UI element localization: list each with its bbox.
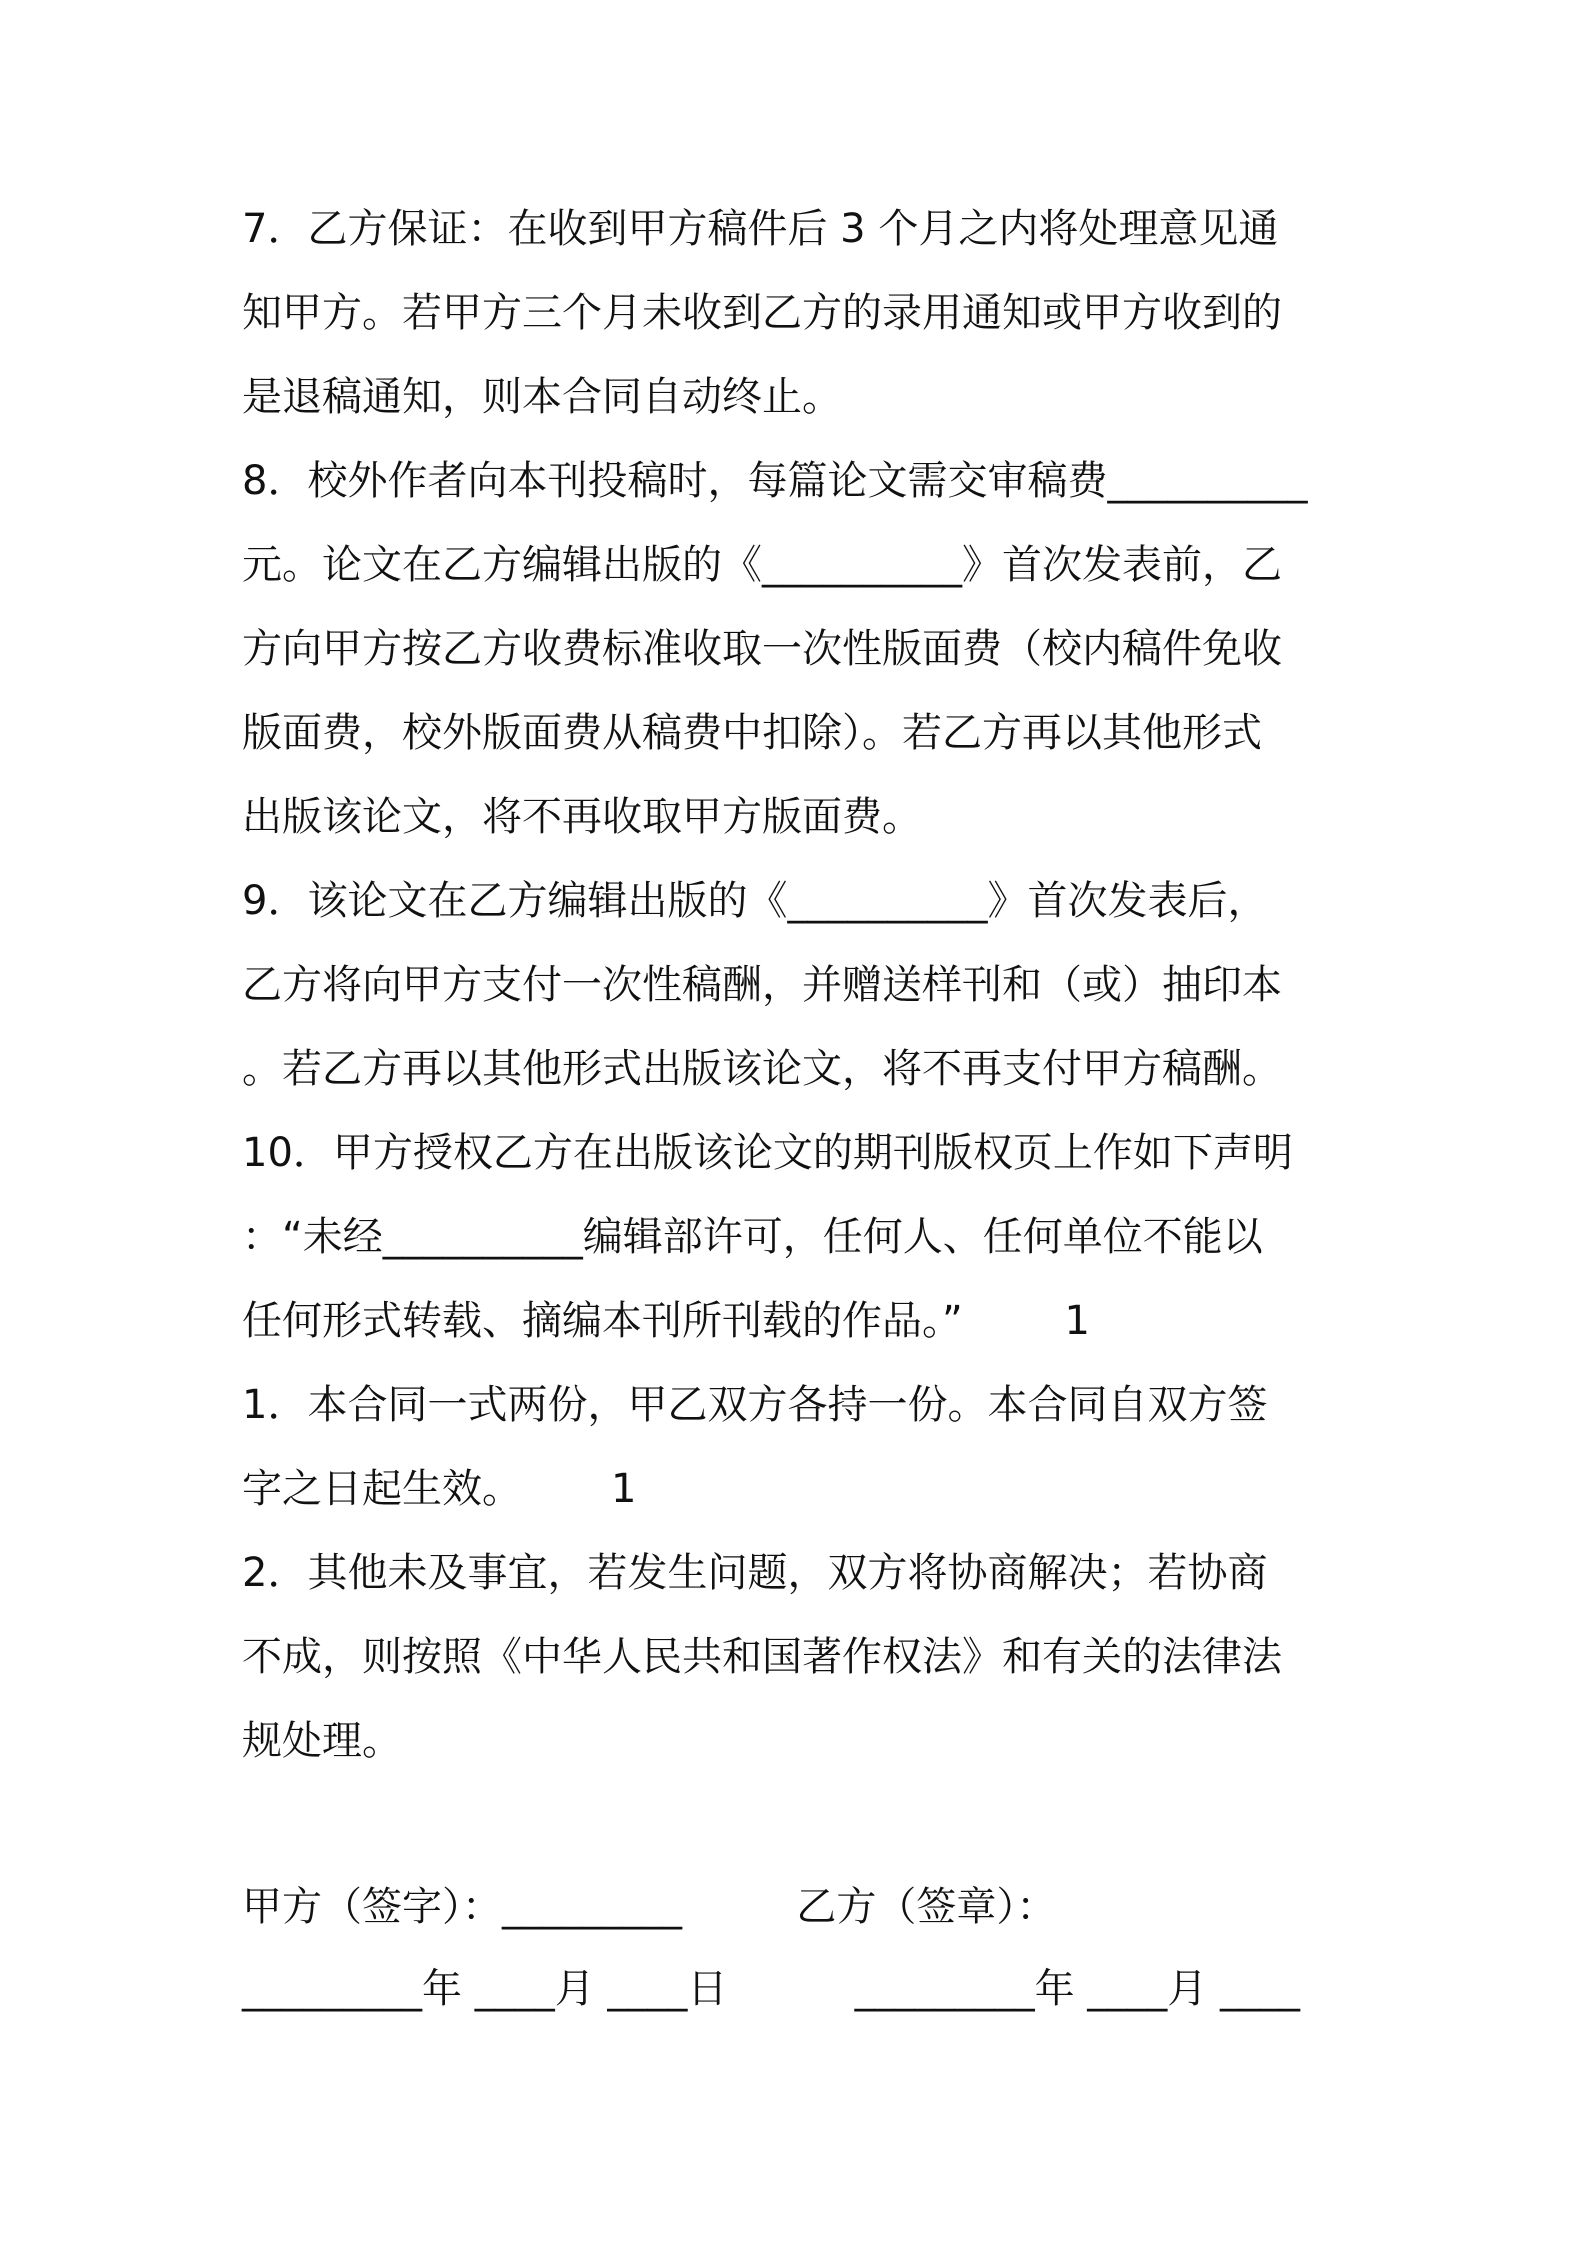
- clause-2-line-3: 规处理。: [242, 1718, 402, 1764]
- clause-8-line-4: 版面费，校外版面费从稿费中扣除）。若乙方再以其他形式: [242, 710, 1262, 756]
- clause-7-line-2: 知甲方。若甲方三个月未收到乙方的录用通知或甲方收到的: [242, 290, 1282, 336]
- clause-9-line-2: 乙方将向甲方支付一次性稿酬，并赠送样刊和（或）抽印本: [242, 962, 1282, 1008]
- clause-10-line-3: 任何形式转载、摘编本刊所刊载的作品。” 1: [242, 1298, 1090, 1344]
- clause-10-line-2: ：“未经__________编辑部许可，任何人、任何单位不能以: [242, 1214, 1263, 1260]
- clause-1-line-2: 字之日起生效。 1: [242, 1466, 637, 1512]
- clause-7-line-3: 是退稿通知，则本合同自动终止。: [242, 374, 842, 420]
- clause-2-line-1: 2．其他未及事宜，若发生问题，双方将协商解决；若协商: [242, 1550, 1268, 1596]
- clause-8-line-5: 出版该论文，将不再收取甲方版面费。: [242, 794, 922, 840]
- clause-10-line-1: 10．甲方授权乙方在出版该论文的期刊版权页上作如下声明: [242, 1130, 1293, 1176]
- clause-7-line-1: 7．乙方保证：在收到甲方稿件后 3 个月之内将处理意见通: [242, 206, 1279, 252]
- clause-9-line-3: 。若乙方再以其他形式出版该论文，将不再支付甲方稿酬。: [242, 1046, 1282, 1092]
- clause-1-line-1: 1．本合同一式两份，甲乙双方各持一份。本合同自双方签: [242, 1382, 1268, 1428]
- clause-9-line-1: 9．该论文在乙方编辑出版的《__________》首次发表后，: [242, 878, 1268, 924]
- clause-2-line-2: 不成，则按照《中华人民共和国著作权法》和有关的法律法: [242, 1634, 1282, 1680]
- date-line: _________年 ____月 ____日 _________年 ____月 ____: [242, 1966, 1301, 2012]
- clause-8-line-2: 元。论文在乙方编辑出版的《__________》首次发表前，乙: [242, 542, 1282, 588]
- clause-8-line-3: 方向甲方按乙方收费标准收取一次性版面费（校内稿件免收: [242, 626, 1282, 672]
- signature-line: 甲方（签字）：_________ 乙方（签章）：: [242, 1884, 1057, 1930]
- clause-8-line-1: 8．校外作者向本刊投稿时，每篇论文需交审稿费__________: [242, 458, 1308, 504]
